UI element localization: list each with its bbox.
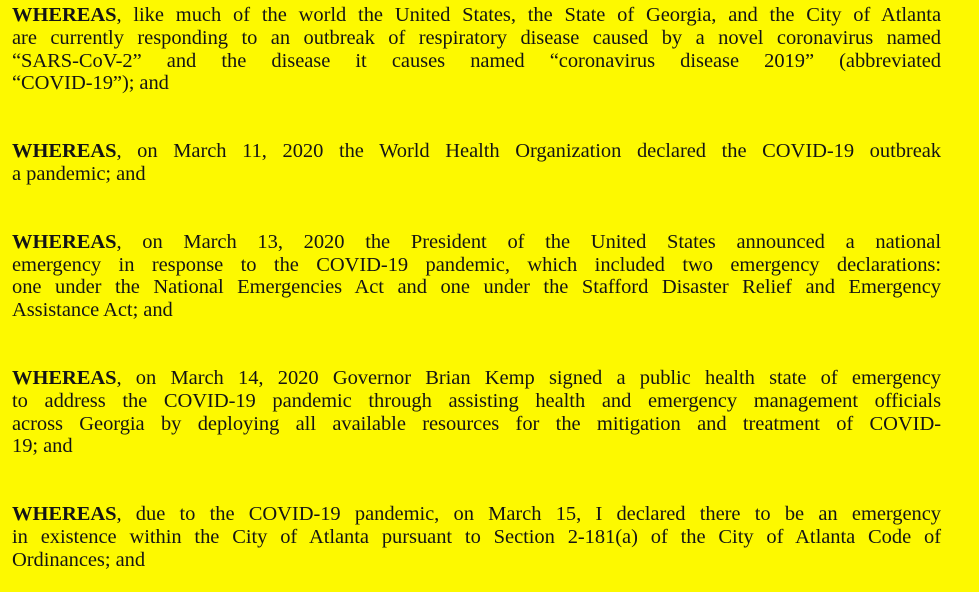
clause-line: “SARS-CoV-2” and the disease it causes named “coronavirus disease 2019” (abbreviated (12, 49, 941, 72)
clause-line: emergency in response to the COVID-19 pandemic, which included two emergency declarations: (12, 253, 941, 276)
whereas-lead: WHEREAS (12, 4, 117, 26)
whereas-clause-4 (12, 367, 941, 458)
clause-line (12, 367, 941, 390)
whereas-lead: WHEREAS (12, 140, 117, 163)
clause-text: , like much of the world the United States, the State of Georgia, and the City of Atlanta (116, 4, 941, 26)
clause-line: Assistance Act; and (12, 299, 173, 322)
whereas-lead: WHEREAS (12, 503, 117, 526)
clause-line: to address the COVID-19 pandemic through assisting health and emergency management officials (12, 389, 941, 412)
whereas-lead: WHEREAS (12, 230, 117, 253)
whereas-clause-5 (12, 503, 941, 571)
whereas-clause-2 (12, 140, 941, 186)
clause-line (12, 231, 941, 254)
clause-text: , on March 11, 2020 the World Health Organization declared the COVID-19 outbreak (116, 140, 941, 163)
clause-line (12, 140, 941, 163)
clause-line (12, 503, 941, 526)
clause-line (12, 4, 941, 27)
clause-text: , due to the COVID-19 pandemic, on March 15, I declared there to be an emergency (116, 503, 941, 526)
clause-line: “COVID-19”); and (12, 72, 169, 95)
clause-line: in existence within the City of Atlanta pursuant to Section 2-181(a) of the City of Atlanta Code of (12, 525, 941, 548)
whereas-lead: WHEREAS (12, 366, 117, 389)
clause-line: across Georgia by deploying all available resources for the mitigation and treatment of COVID- (12, 412, 941, 435)
clause-line: one under the National Emergencies Act and one under the Stafford Disaster Relief and Emergency (12, 276, 941, 299)
whereas-clause-3 (12, 231, 941, 322)
clause-line: a pandemic; and (12, 162, 146, 185)
clause-line: Ordinances; and (12, 548, 146, 571)
clause-line: 19; and (12, 435, 73, 458)
clause-text: , on March 13, 2020 the President of the United States announced a national (116, 230, 941, 253)
whereas-clause-1 (12, 4, 941, 95)
clause-line: are currently responding to an outbreak of respiratory disease caused by a novel coronavirus named (12, 26, 941, 49)
clause-text: , on March 14, 2020 Governor Brian Kemp signed a public health state of emergency (116, 366, 941, 389)
